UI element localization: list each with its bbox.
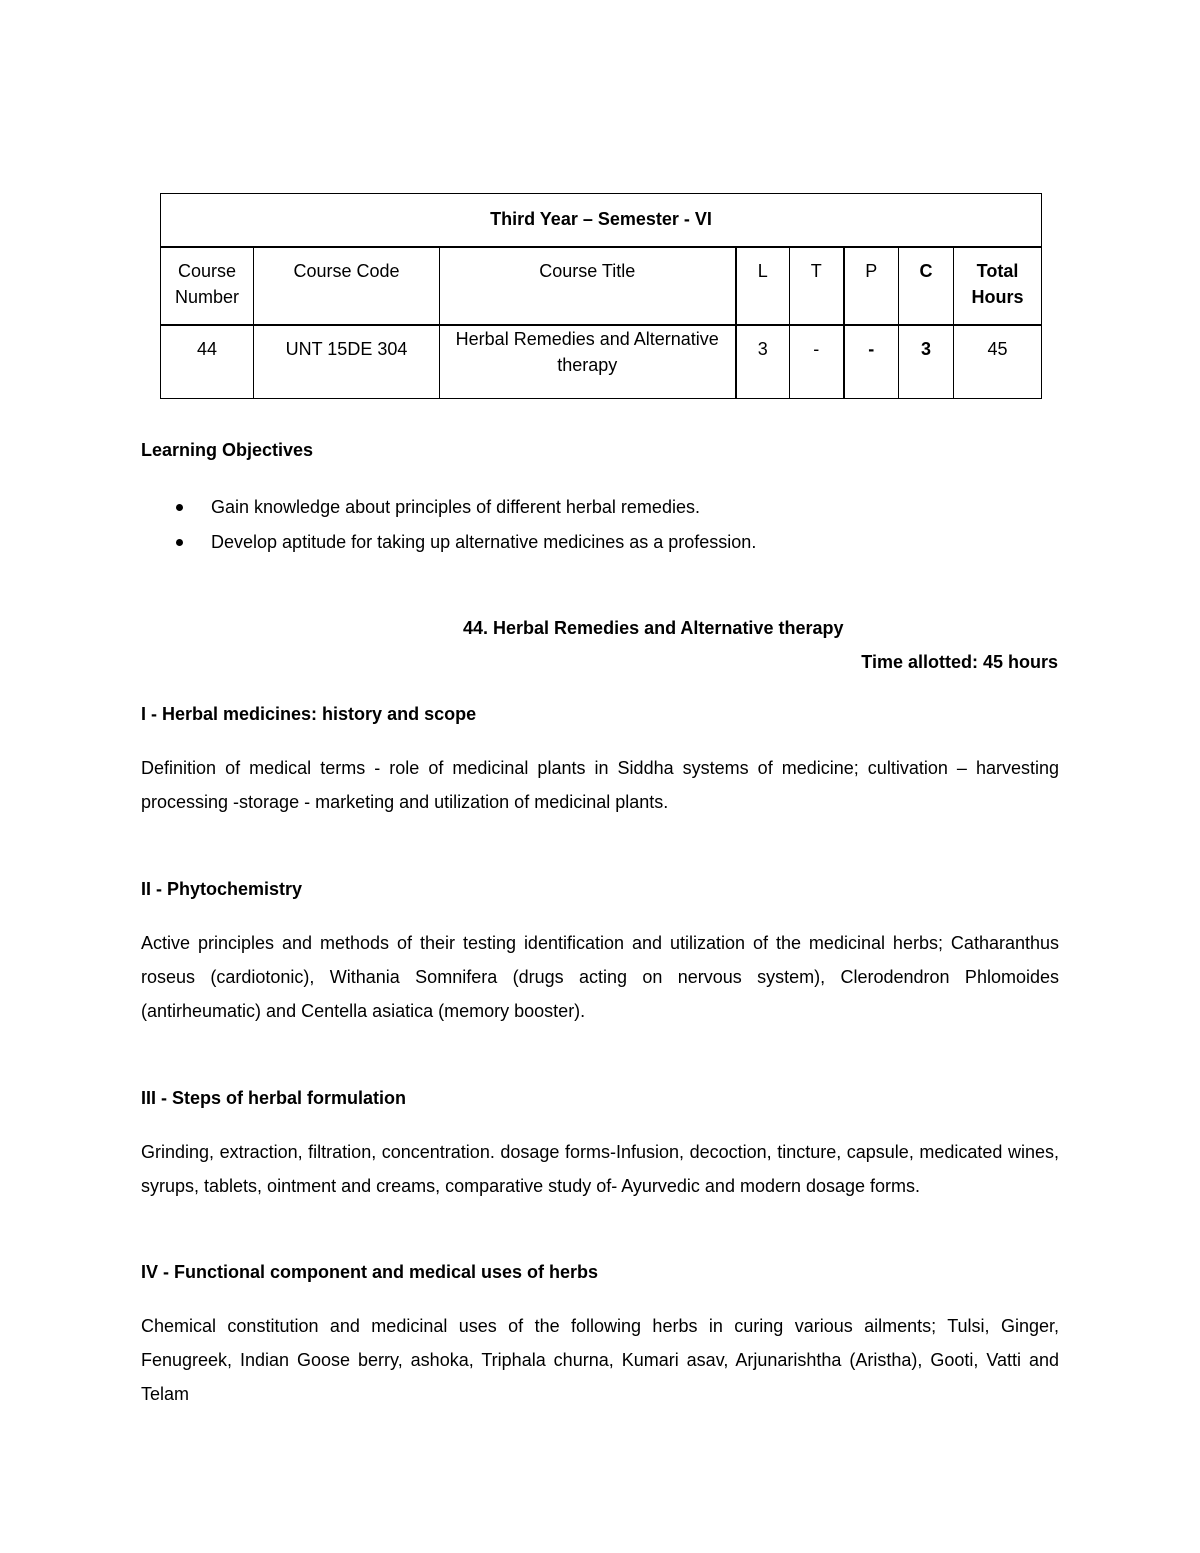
objectives-heading: Learning Objectives xyxy=(141,440,314,460)
header-course-number: Course Number xyxy=(161,247,254,325)
course-heading: 44. Herbal Remedies and Alternative therapy xyxy=(463,618,844,638)
header-p: P xyxy=(844,247,899,325)
cell-t: - xyxy=(790,325,844,399)
header-c: C xyxy=(899,247,954,325)
list-item xyxy=(141,490,756,525)
objective-text: Develop aptitude for taking up alternative medicines as a profession. xyxy=(211,532,757,552)
unit-4-text: Chemical constitution and medicinal uses of the following herbs in curing various ailments; Tulsi, Ginger, Fenugreek, Indian Goose berry, ashoka, Triphala churna, Kumari asav, Arjunarishtha (Aristha), Gooti, Vatti and Telam xyxy=(141,1316,1059,1404)
table-title-row xyxy=(161,194,1042,248)
header-total-hours: Total Hours xyxy=(954,247,1042,325)
unit-1-text: Definition of medical terms - role of medicinal plants in Siddha systems of medicine; cultivation – harvesting processing -storage - marketing and utilization of medicinal plants. xyxy=(141,758,1059,812)
unit-4-title: IV - Functional component and medical uses of herbs xyxy=(141,1262,599,1282)
objectives-list xyxy=(141,490,756,560)
cell-course-number: 44 xyxy=(161,325,254,399)
table-title: Third Year – Semester - VI xyxy=(161,194,1042,248)
table-row xyxy=(161,325,1042,399)
list-item xyxy=(141,525,756,560)
cell-c: 3 xyxy=(899,325,954,399)
cell-course-title: Herbal Remedies and Alternative therapy xyxy=(440,325,736,399)
table-header-row xyxy=(161,247,1042,325)
header-t: T xyxy=(790,247,844,325)
unit-2-text: Active principles and methods of their testing identification and utilization of the medicinal herbs; Catharanthus roseus (cardiotonic), Withania Somnifera (drugs acting on nervous system), Clerodendron Phlomoides (antirheumatic) and Centella asiatica (memory booster). xyxy=(141,933,1059,1021)
header-course-title: Course Title xyxy=(440,247,736,325)
cell-course-code: UNT 15DE 304 xyxy=(254,325,440,399)
unit-3-text: Grinding, extraction, filtration, concentration. dosage forms-Infusion, decoction, tincture, capsule, medicated wines, syrups, tablets, ointment and creams, comparative study of- Ayurvedic and modern dosage forms. xyxy=(141,1142,1059,1196)
bullet-icon xyxy=(176,504,183,511)
cell-l: 3 xyxy=(736,325,790,399)
objective-text: Gain knowledge about principles of different herbal remedies. xyxy=(211,497,700,517)
cell-total-hours: 45 xyxy=(954,325,1042,399)
header-l: L xyxy=(736,247,790,325)
bullet-icon xyxy=(176,539,183,546)
unit-2-title: II - Phytochemistry xyxy=(141,879,303,899)
time-allotted: Time allotted: 45 hours xyxy=(861,652,1058,672)
unit-1-title: I - Herbal medicines: history and scope xyxy=(141,704,477,724)
header-course-code: Course Code xyxy=(254,247,440,325)
unit-3-title: III - Steps of herbal formulation xyxy=(141,1088,407,1108)
course-table xyxy=(160,193,1042,399)
cell-p: - xyxy=(844,325,899,399)
